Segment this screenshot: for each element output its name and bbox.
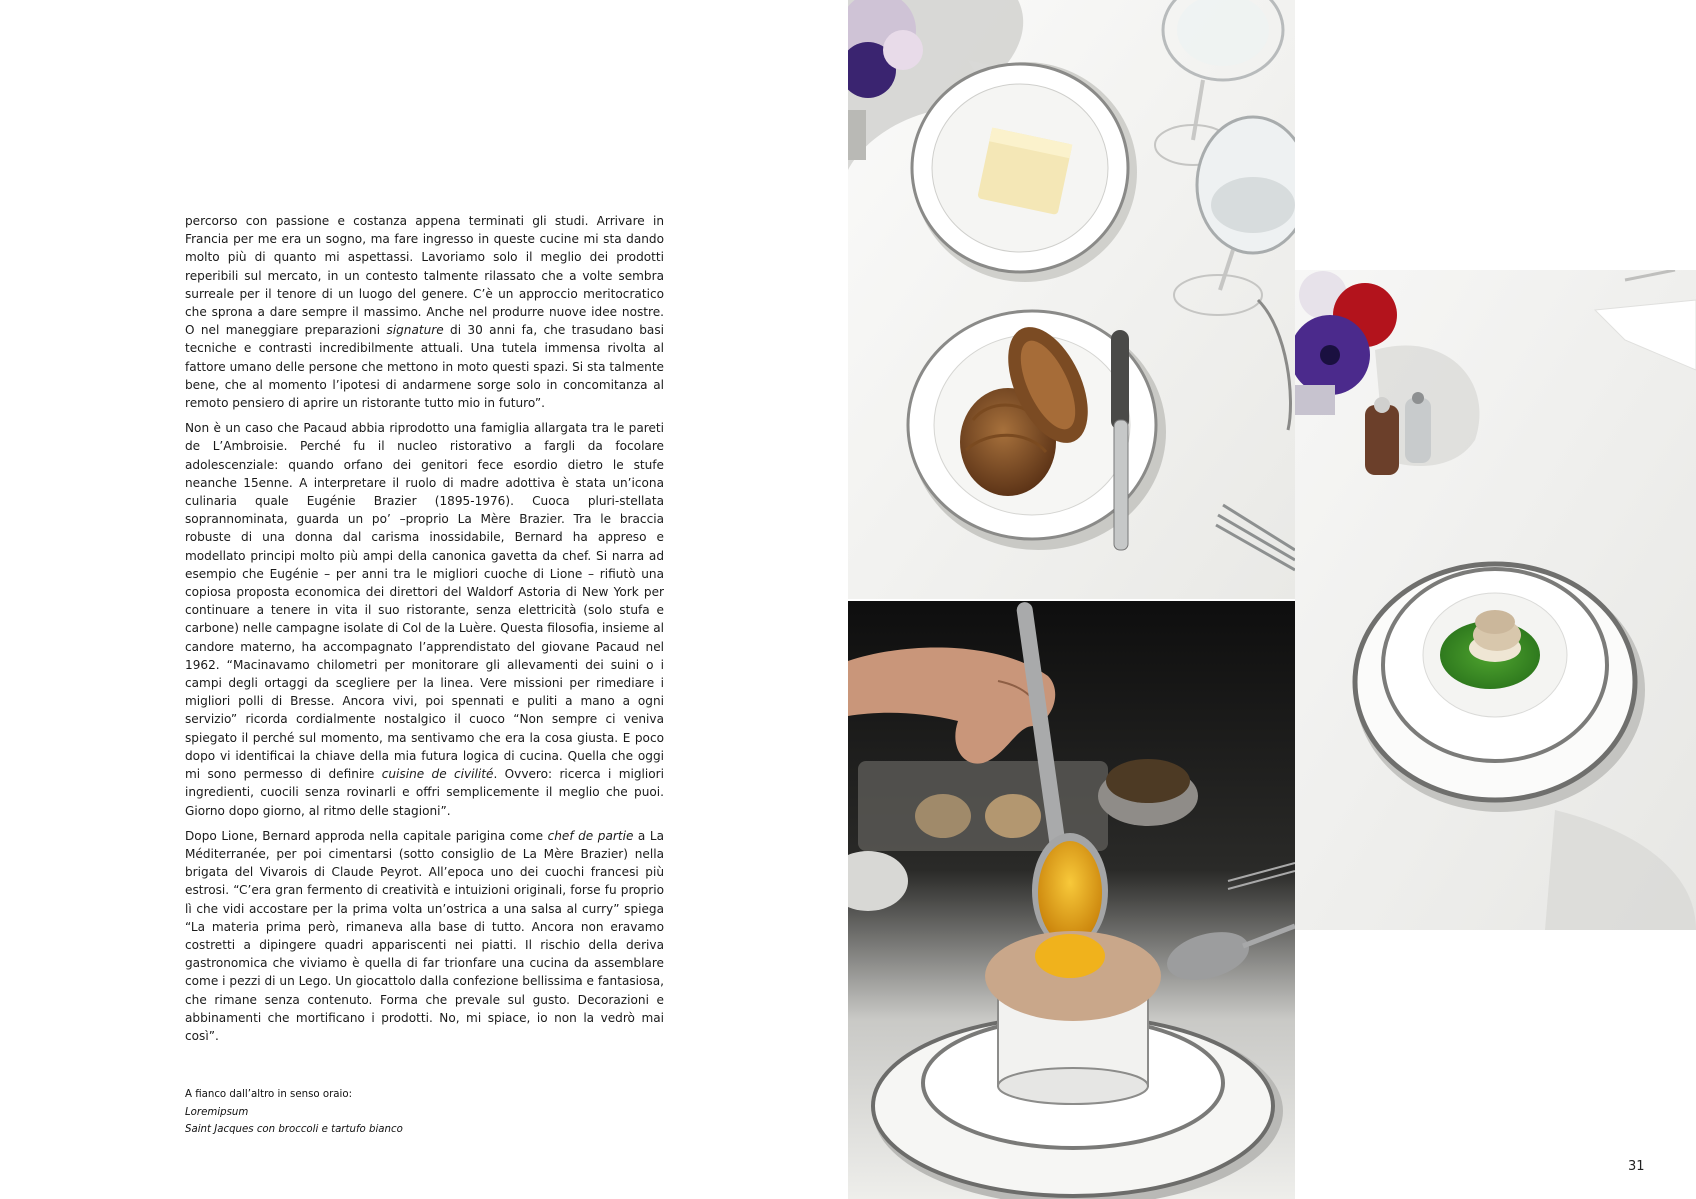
photo-butter-and-bread	[848, 0, 1295, 599]
article-paragraph-3: Dopo Lione, Bernard approda nella capitale parigina come chef de partie a La Méditerranée, per poi cimentarsi (sotto consiglio de La Mère Brazier) nella brigata del Vivarois di Claude Peyrot. All’epoca uno dei cuochi francesi più estrosi. “C’era gran fermento di creatività e intuizioni originali, forse fu proprio lì che vidi accostare per la prima volta un’ostrica a una salsa al curry” spiega “La materia prima però, rimaneva alla base di tutto. Ancora non eravamo costretti a dipingere quadri appariscenti nei piatti. Il rischio della deriva gastronomica che viviamo è quella di far trionfare una cucina da assemblare come i pezzi di un Lego. Un giocattolo dalla confezione bellissima e fantasiosa, che rimane senza contenuto. Forma che prevale sul gusto. Decorazioni e abbinamenti che mortificano i prodotti. No, mi spiace, io non la vedrò mai così”.	[185, 828, 665, 1043]
caption-item-1: Loremipsum	[185, 1106, 249, 1118]
article-body	[185, 212, 664, 1052]
caption-item-2: Saint Jacques con broccoli e tartufo bianco	[185, 1124, 403, 1135]
photo-caption	[185, 1086, 605, 1139]
page-number: 31	[1628, 1159, 1645, 1174]
article-paragraph-2: Non è un caso che Pacaud abbia riprodotto una famiglia allargata tra le pareti de L’Ambroisie. Perché fu il nucleo ristorativo a fargli da focolare adolescenziale: quando orfano dei genitori fece esordio dietro le stufe neanche 15enne. A interpretare il ruolo di madre adottiva è stata un’icona culinaria quale Eugénie Brazier (1895-1976). Cuoca pluri-stellata soprannominata, guarda un po’ –proprio La Mère Brazier. Tra le braccia robuste di una donna dal carisma inossidabile, Bernard ha appreso e modellato principi molto più ampi della canonica gavetta da chef. Si narra ad esempio che Eugénie – per anni tra le migliori cuoche di Lione – rifiutò una copiosa proposta economica dei direttori del Waldorf Astoria di New York per continuare a tenere in vita il suo ristorante, senza elettricità (solo stufa e carbone) nelle campagne isolate di Col de la Luère. Questa filosofia, insieme al candore materno, ha accompagnato l’apprendistato del giovane Pacaud nel 1962. “Macinavamo chilometri per monitorare gli allevamenti dei suini o i campi degli ortaggi da scegliere per la linea. Vere missioni per rimediare i migliori polli di Bresse. Ancora vivi, poi spennati e puliti a mano a ogni servizio” ricorda cordialmente nostalgico il cuoco “Non sempre ci veniva spiegato il perché sul momento, ma sentivamo che era la cosa giusta. E poco dopo vi identificai la chiave della mia futura logica di cucina. Quella che oggi mi sono permesso di definire cuisine de civilité. Ovvero: ricerca i migliori ingredienti, cuocili senza rovinarli e offri semplicemente il meglio che puoi. Giorno dopo giorno, al ritmo delle stagioni”.	[185, 421, 664, 818]
photo-saint-jacques	[1295, 270, 1696, 930]
article-paragraph-1: percorso con passione e costanza appena terminati gli studi. Arrivare in Francia per me era un sogno, ma fare ingresso in queste cucine mi sta dando molto più di quanto mi aspettassi. Lavoriamo solo il meglio dei prodotti reperibili sul mercato, in un contesto talmente rilassato che a volte sembra surreale per il tenore di un luogo del genere. C’è un approccio meritocratico che sprona a dare sempre il massimo. Anche nel produrre nuove idee nostre. O nel maneggiare preparazioni signature di 30 anni fa, che trasudano basi tecniche e contrasti incredibilmente attuali. Una tutela immensa rivolta al fattore umano delle persone che mettono in moto questi spazi. Si sta talmente bene, che al momento l’ipotesi di andarmene sorge solo in concomitanza al remoto pensiero di aprire un ristorante tutto mio in futuro”.	[185, 214, 664, 411]
photo-souffle-with-sauce	[848, 601, 1295, 1199]
caption-heading: A fianco dall’altro in senso oraio:	[185, 1089, 353, 1100]
